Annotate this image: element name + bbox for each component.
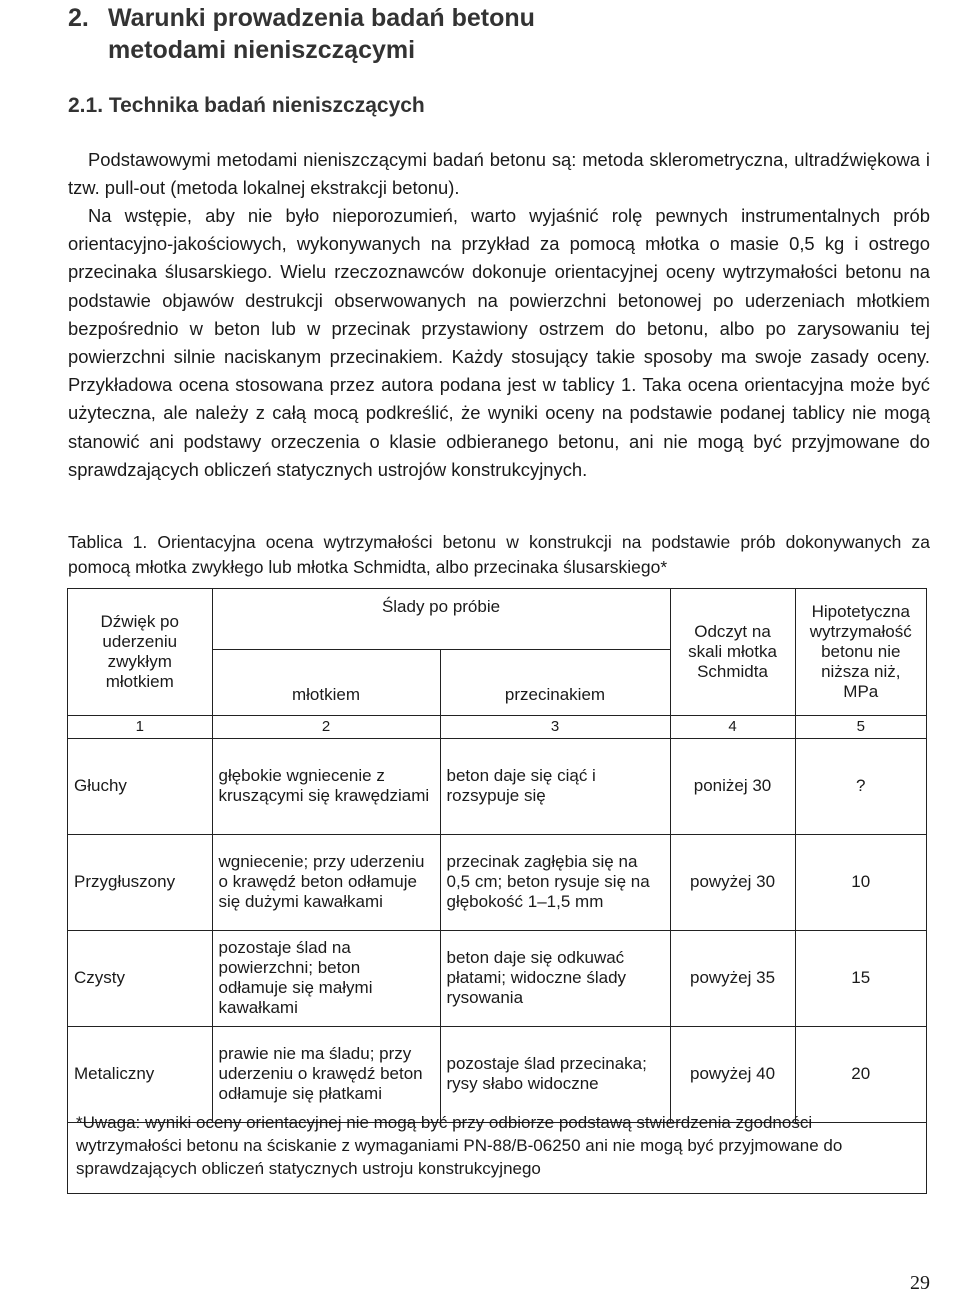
- section-title: 2.1. Technika badań nieniszczących: [68, 94, 425, 117]
- paragraph-2: Na wstępie, aby nie było nieporozumień, warto wyjaśnić rolę pewnych instrumentalnych prób orientacyjno-jakościowych, wykonywanych na przykład za pomocą młotka o masie 0,5 kg i ostrego przecinaka ślusarskiego. Wielu rzeczoznawców dokonuje orientacyjnej oceny wytrzymałości betonu na podstawie objawów destrukcji obserwowanych na powierzchni betonowej po uderzeniach młotkiem bezpośrednio w beton lub w przecinak przystawiony ostrzem do betonu, albo po zarysowaniu tej powierzchni silnie naciskanym przecinakiem. Każdy stosujący takie sposoby ma swoje zasady oceny. Przykładowa ocena stosowana przez autora podana jest w tablicy 1. Taka ocena orientacyjna może być użyteczna, ale należy z całą mocą podkreślić, że wyniki oceny na podstawie podanej tablicy nie mogą stanowić ani podstawy orzeczenia o klasie odbieranego betonu, ani nie mogą być przyjmowane do sprawdzających obliczeń statycznych ustrojów konstrukcyjnych.: [68, 205, 930, 480]
- column-number-row: [68, 715, 926, 738]
- column-number: 4: [670, 715, 795, 738]
- cell-schmidt: powyżej 30: [670, 834, 795, 930]
- table-row: [68, 834, 926, 930]
- cell-chisel: beton daje się ciąć i rozsypuje się: [440, 738, 670, 834]
- cell-schmidt: powyżej 35: [670, 930, 795, 1026]
- table-footnote: *Uwaga: wyniki oceny orientacyjnej nie mogą być przy odbiorze podstawą stwierdzenia zgodności wytrzymałości betonu na ściskanie z wymaganiami PN-88/B-06250 ani nie mogą być przyjmowane do sprawdzających obliczeń statycznych ustroju konstrukcyjnego: [76, 1113, 843, 1178]
- cell-schmidt: powyżej 40: [670, 1026, 795, 1122]
- column-number: 5: [795, 715, 926, 738]
- chapter-title-line2: metodami nieniszczącymi: [108, 36, 416, 64]
- cell-sound: Głuchy: [68, 738, 212, 834]
- cell-sound: Przygłuszony: [68, 834, 212, 930]
- header-sound: Dźwięk po uderzeniu zwykłym młotkiem: [68, 589, 212, 715]
- cell-sound: Czysty: [68, 930, 212, 1026]
- cell-hammer: wgniecenie; przy uderzeniu o krawędź beton odłamuje się dużymi kawałkami: [212, 834, 440, 930]
- cell-chisel: beton daje się odkuwać płatami; widoczne ślady rysowania: [440, 930, 670, 1026]
- paragraph-1: Podstawowymi metodami nieniszczącymi badań betonu są: metoda sklerometryczna, ultradźwiękowa i tzw. pull-out (metoda lokalnej ekstrakcji betonu).: [68, 149, 930, 199]
- cell-strength: ?: [795, 738, 926, 834]
- header-traces-group: Ślady po próbie: [212, 589, 670, 649]
- table-caption: Tablica 1. Orientacyjna ocena wytrzymałości betonu w konstrukcji na podstawie prób dokonywanych za pomocą młotka zwykłego lub młotka Schmidta, albo przecinaka ślusarskiego*: [68, 532, 930, 577]
- cell-strength: 15: [795, 930, 926, 1026]
- cell-sound: Metaliczny: [68, 1026, 212, 1122]
- cell-hammer: głębokie wgniecenie z kruszącymi się krawędziami: [212, 738, 440, 834]
- header-schmidt: Odczyt na skali młotka Schmidta: [670, 589, 795, 715]
- header-chisel: przecinakiem: [440, 649, 670, 715]
- table-row: [68, 1026, 926, 1122]
- column-number: 1: [68, 715, 212, 738]
- column-number: 2: [212, 715, 440, 738]
- header-strength: Hipotetyczna wytrzymałość betonu nie niższa niż, MPa: [795, 589, 926, 715]
- page-number: 29: [910, 1272, 930, 1294]
- header-hammer: młotkiem: [212, 649, 440, 715]
- cell-hammer: pozostaje ślad na powierzchni; beton odłamuje się małymi kawałkami: [212, 930, 440, 1026]
- table-grid: [68, 589, 926, 1123]
- cell-hammer: prawie nie ma śladu; przy uderzeniu o krawędź beton odłamuje się płatkami: [212, 1026, 440, 1122]
- table-row: [68, 738, 926, 834]
- column-number: 3: [440, 715, 670, 738]
- cell-chisel: pozostaje ślad przecinaka; rysy słabo widoczne: [440, 1026, 670, 1122]
- chapter-title-line1: Warunki prowadzenia badań betonu: [108, 4, 535, 32]
- cell-chisel: przecinak zagłębia się na 0,5 cm; beton rysuje się na głębokość 1–1,5 mm: [440, 834, 670, 930]
- cell-strength: 10: [795, 834, 926, 930]
- cell-strength: 20: [795, 1026, 926, 1122]
- cell-schmidt: poniżej 30: [670, 738, 795, 834]
- table-header-row: [68, 589, 926, 649]
- chapter-title: [68, 2, 888, 66]
- chapter-number: 2.: [68, 4, 89, 32]
- assessment-table: [67, 588, 927, 1194]
- table-row: [68, 930, 926, 1026]
